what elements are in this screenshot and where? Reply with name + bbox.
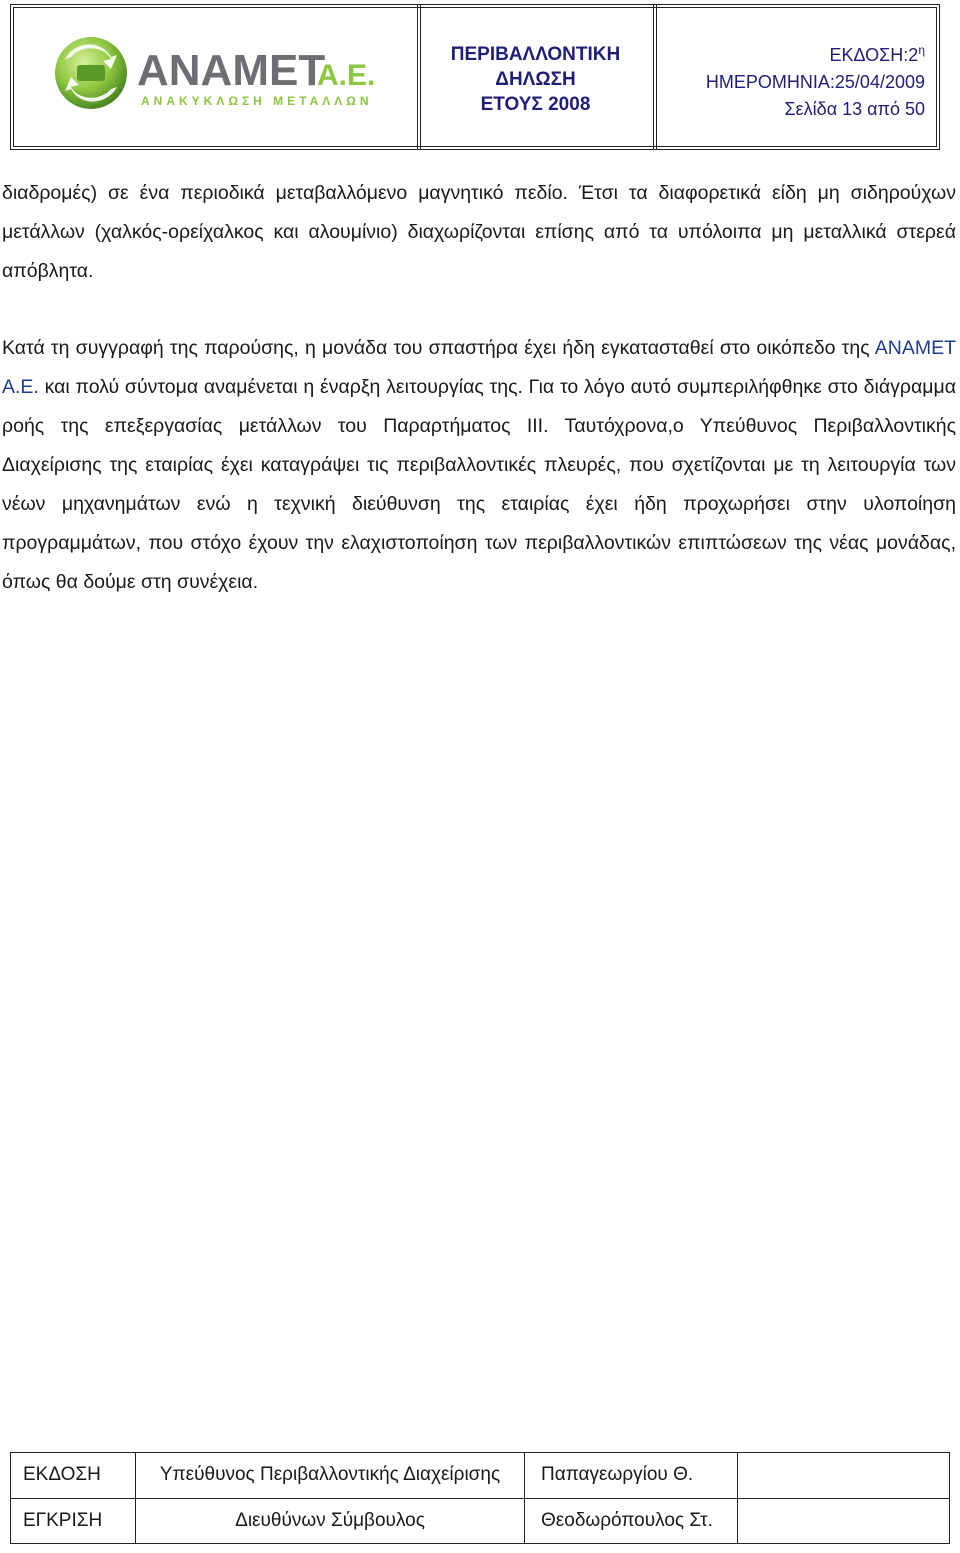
row-label: ΕΓΚΡΙΣΗ — [11, 1498, 136, 1544]
document-meta — [706, 37, 925, 123]
row-role: Διευθύνων Σύμβουλος — [136, 1498, 525, 1544]
paragraph-2-start: Κατά τη συγγραφή της παρούσης, η μονάδα του σπαστήρα έχει ήδη εγκατασταθεί στο οικόπεδο της — [2, 337, 875, 359]
paragraph-2 — [2, 329, 956, 602]
company-logo — [51, 35, 401, 115]
meta-cell — [653, 5, 939, 149]
approval-row-approval — [11, 1498, 950, 1544]
approval-row-issue — [11, 1453, 950, 1499]
paragraph-2-rest: και πολύ σύντομα αναμένεται η έναρξη λειτουργίας της. Για το λόγο αυτό συμπεριλήφθηκε στο διάγραμμα ροής της επεξεργασίας μετάλλων του Παραρτήματος ΙΙΙ. Ταυτόχρονα,ο Υπεύθυνος Περιβαλλοντικής Διαχείρισης της εταιρίας έχει καταγράψει τις περιβαλλοντικές πλευρές, που σχετίζονται με τη λειτουργία των νέων μηχανημάτων ενώ η τεχνική διεύθυνση της εταιρίας έχει ήδη προχωρήσει στην υλοποίηση προγραμμάτων, που στόχο έχουν την ελαχιστοποίηση των περιβαλλοντικών επιπτώσεων της νέας μονάδας, όπως θα δούμε στη συνέχεια. — [2, 376, 956, 593]
company-name: ΑΝΑΜΕΤ Α.Ε. — [2, 337, 956, 398]
page-number: Σελίδα 13 από 50 — [784, 99, 925, 119]
document-header — [10, 4, 940, 150]
title-line-1: ΠΕΡΙΒΑΛΛΟΝΤΙΚΗ — [450, 43, 621, 65]
row-person: Παπαγεωργίου Θ. — [525, 1453, 738, 1499]
logo-suffix: A.E. — [317, 59, 376, 92]
title-cell — [417, 5, 653, 149]
logo-tagline: ΑΝΑΚΥΚΛΩΣΗ ΜΕΤΑΛΛΩΝ — [141, 94, 373, 108]
paragraph-1: διαδρομές) σε ένα περιοδικά μεταβαλλόμενο μαγνητικό πεδίο. Έτσι τα διαφορετικά είδη μη σιδηρούχων μετάλλων (χαλκός-ορείχαλκος και αλουμίνιο) διαχωρίζονται επίσης από τα υπόλοιπα μη μεταλλικά στερεά απόβλητα. — [2, 182, 956, 282]
title-line-3: ΕΤΟΥΣ 2008 — [480, 93, 591, 115]
document-body — [2, 174, 956, 602]
logo-text: ANAMET — [137, 46, 326, 95]
signature-cell — [738, 1498, 950, 1544]
anamet-logo-icon — [51, 35, 401, 115]
edition-sup: η — [918, 43, 925, 57]
edition — [706, 37, 925, 69]
approval-table — [10, 1452, 950, 1544]
issue-date: ΗΜΕΡΟΜΗΝΙΑ:25/04/2009 — [705, 72, 925, 92]
document-title — [451, 42, 620, 117]
signature-cell — [738, 1453, 950, 1499]
row-label: ΕΚΔΟΣΗ — [11, 1453, 136, 1499]
edition-label: ΕΚΔΟΣΗ:2 — [829, 45, 919, 65]
row-person: Θεοδωρόπουλος Στ. — [525, 1498, 738, 1544]
logo-cell — [11, 5, 417, 149]
title-line-2: ΔΗΛΩΣΗ — [495, 68, 576, 90]
row-role: Υπεύθυνος Περιβαλλοντικής Διαχείρισης — [136, 1453, 525, 1499]
